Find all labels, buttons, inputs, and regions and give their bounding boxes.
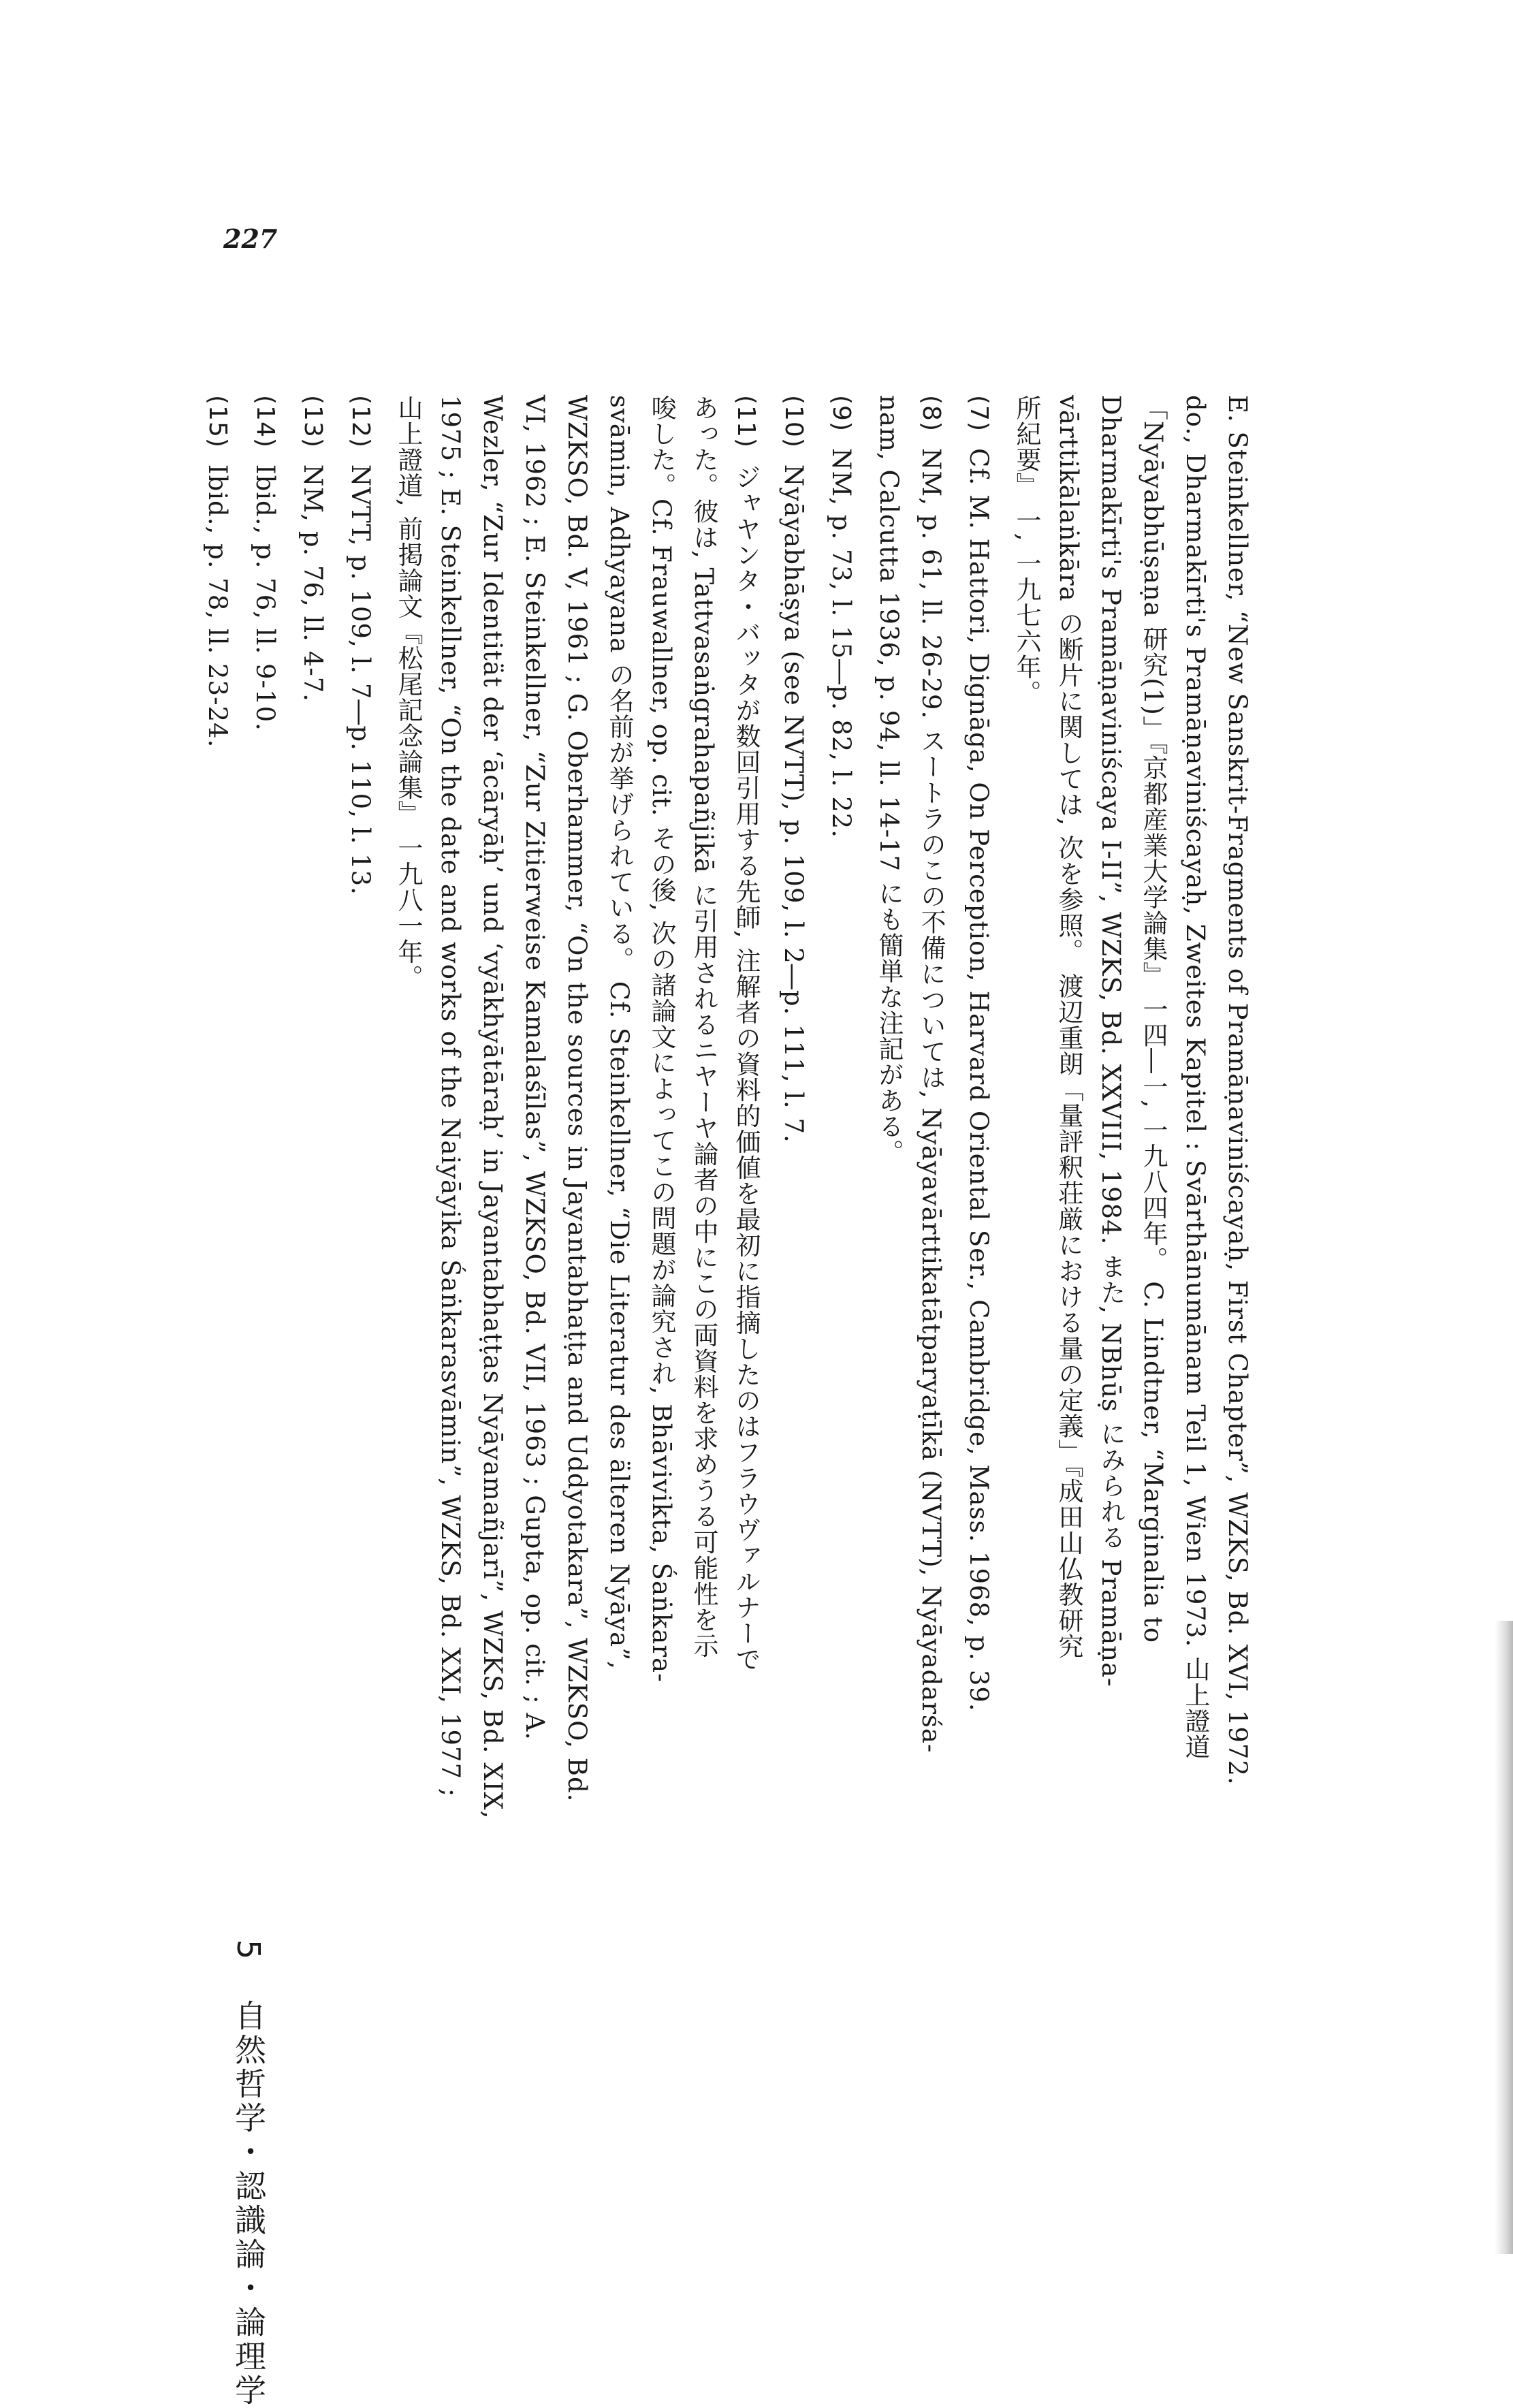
footnote-line (724, 395, 767, 1866)
footnote-line (957, 395, 1000, 1866)
footnote (867, 395, 952, 1866)
footnote-line (387, 395, 429, 1866)
footnote-line (513, 395, 556, 1866)
footnote (387, 395, 767, 1866)
footnote-number: (12) (347, 395, 375, 448)
footnotes (191, 395, 1258, 1866)
footnote-text: Dharmakīrti's Pramāṇaviniścaya I-II”, WZKS, Bd. XXVIII, 1984. また, NBhūṣ にみられる Pramāṇa- (1096, 395, 1126, 1688)
footnote (244, 395, 286, 1866)
footnote-text: svāmin, Adhyayana の名前が挙げられている。 Cf. Steinkellner, “Die Literatur des älteren Nyāya”, (605, 395, 634, 1670)
footnote-line (1216, 395, 1258, 1866)
footnote-line (339, 395, 381, 1866)
footnote-number: (8) (917, 395, 945, 432)
section-number: 5 (230, 1939, 267, 1963)
footnote-text: WZKSO, Bd. V, 1961 ; G. Oberhammer, “On the sources in Jayantabhaṭṭa and Uddyotakara”, WZKSO, Bd. (562, 395, 592, 1803)
footnote-text: あった。彼は, Tattvasaṅgrahapañjikā に引用されるニヤーヤ論者の中にこの両資料を求めうる可能性を示 (689, 395, 718, 1659)
footnote-number: (9) (827, 395, 855, 432)
footnote (1005, 395, 1258, 1866)
footnote-line (867, 395, 910, 1866)
footnote-text: Ibid., p. 76, ll. 9-10. (251, 464, 280, 731)
footnote-text: NVTT, p. 109, l. 7―p. 110, l. 13. (346, 464, 375, 896)
footnote-number: (15) (204, 395, 232, 448)
section-footer (226, 1939, 271, 2408)
footnote-text: 所紀要』 一, 一九七六年。 (1012, 395, 1041, 706)
footnote-text: 山上證道, 前掲論文『松尾記念論集』 一九八一年。 (394, 395, 423, 991)
footnote-line (598, 395, 640, 1866)
footnote-number: (10) (780, 395, 808, 448)
footnote (291, 395, 334, 1866)
footnote-text: vārttikālaṅkāra の断片に関しては, 次を参照。 渡辺重朗「量評釈荘厳における量の定義」『成田山仏教研究 (1054, 395, 1083, 1660)
footnote-text: 唆した。Cf. Frauwallner, op. cit. その後, 次の諸論文によってこの問題が論究され, Bhāvivikta, Śaṅkara- (647, 395, 676, 1683)
footnote-number: (14) (251, 395, 279, 448)
footnote-line (1132, 395, 1174, 1866)
footnote-text: E. Steinkellner, “New Sanskrit-Fragments of Pramāṇaviniścayaḥ, First Chapter”, WZKS, Bd. XVI, 1972. (1223, 395, 1252, 1786)
scan-edge-shadow (1495, 1621, 1513, 2254)
footnote-line (556, 395, 598, 1866)
footnote-text: 1975 ; E. Steinkellner, “On the date and works of the Naiyāyika Śaṅkarasvāmin”, WZKS, Bd. XXI, 1977 ; (436, 395, 465, 1798)
footnote-line (1174, 395, 1216, 1866)
footnote-line (772, 395, 814, 1866)
footnote-text: 「Nyāyabhūṣaṇa 研究(1)」『京都産業大学論集』 一四―一, 一九八四年。 C. Lindtner, “Marginalia to (1138, 395, 1168, 1644)
footnote-text: Wezler, “Zur Identität der ‘ācāryāḥ’ und ‘vyākhyātāraḥ’ in Jayantabhaṭṭas Nyāyamañjarī”, WZKS, Bd. XIX, (478, 395, 507, 1820)
footnote-line (1089, 395, 1132, 1866)
footnote-line (244, 395, 286, 1866)
footnote-line (471, 395, 513, 1866)
footnote (820, 395, 862, 1866)
section-title: 自然哲学・認識論・論理学 (230, 1999, 267, 2408)
footnote-line (429, 395, 471, 1866)
footnote-line (910, 395, 952, 1866)
footnote-number: (11) (732, 395, 760, 448)
footnote-text: Cf. M. Hattori, Dignāga, On Perception, Harvard Oriental Ser., Cambridge, Mass. 1968, p. 39. (964, 448, 993, 1712)
footnote-number: (13) (299, 395, 327, 448)
footnote (339, 395, 381, 1866)
footnote-text: Nyāyabhāṣya (see NVTT), p. 109, l. 2―p. 111, l. 7. (779, 464, 808, 1143)
footnote-line (196, 395, 238, 1866)
footnote-text: NM, p. 76, ll. 4-7. (298, 464, 328, 703)
page-number: 227 (223, 223, 278, 254)
footnote-text: NM, p. 73, l. 15―p. 82, l. 22. (827, 448, 856, 839)
footnote-text: NM, p. 61, ll. 26-29. スートラのこの不備については, Nyāyavārttikatātparyaṭīkā (NVTT), Nyāyadarśa- (917, 448, 946, 1754)
footnote (772, 395, 814, 1866)
footnote-text: VI, 1962 ; E. Steinkellner, “Zur Zitierweise Kamalaśīlas”, WZKSO, Bd. VII, 1963 ; Gupta, op. cit. ; A. (520, 395, 550, 1741)
footnote-text: nam, Calcutta 1936, p. 94, ll. 14-17 にも簡単な注記がある。 (874, 395, 904, 1165)
footnote (957, 395, 1000, 1866)
footnote-text: do., Dharmakīrti's Pramāṇaviniścayaḥ, Zweites Kapitel : Svārthānumānam Teil 1, Wien 1973. 山上證道 (1181, 395, 1210, 1760)
footnote-text: ジャヤンタ・バッタが数回引用する先師, 注解者の資料的価値を最初に指摘したのはフラウヴァルナーで (731, 464, 761, 1673)
footnote-line (1047, 395, 1089, 1866)
footnote-number: (7) (965, 395, 993, 432)
footnote-line (682, 395, 724, 1866)
footnote-line (291, 395, 334, 1866)
footnote-line (1005, 395, 1047, 1866)
footnote-line (640, 395, 682, 1866)
footnote (196, 395, 238, 1866)
footnote-line (820, 395, 862, 1866)
footnote-text: Ibid., p. 78, ll. 23-24. (203, 464, 232, 748)
